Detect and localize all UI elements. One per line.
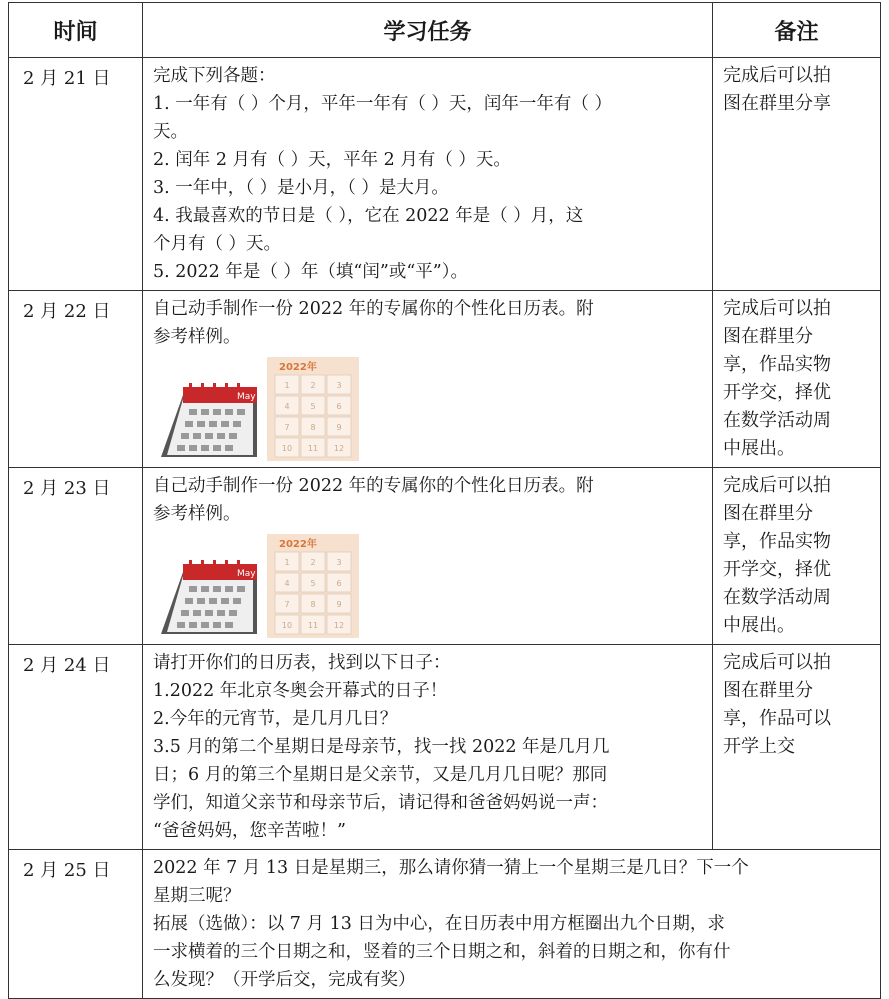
note-line: 图在群里分 (723, 680, 813, 701)
note-line: 完成后可以拍 (723, 65, 831, 86)
table-row (9, 645, 881, 850)
svg-text:2022年: 2022年 (279, 362, 317, 373)
date-cell: 2 月 21 日 (9, 58, 143, 291)
table-row (9, 58, 881, 291)
svg-text:10: 10 (281, 621, 293, 630)
svg-text:May: May (237, 392, 256, 402)
note-line: 完成后可以拍 (723, 652, 831, 673)
svg-text:11: 11 (307, 621, 319, 630)
study-plan-table (8, 2, 881, 999)
task-line: 参考样例。 (153, 327, 241, 347)
svg-text:3: 3 (336, 558, 342, 567)
svg-text:5: 5 (310, 579, 316, 588)
note-line: 享，作品实物 (723, 531, 831, 552)
note-line: 在数学活动周 (723, 410, 831, 431)
svg-text:3: 3 (336, 381, 342, 390)
sample-images (153, 534, 706, 638)
table-row (9, 468, 881, 645)
svg-text:10: 10 (281, 444, 293, 453)
note-line: 在数学活动周 (723, 587, 831, 608)
svg-text:2022年: 2022年 (279, 539, 317, 550)
svg-text:2: 2 (310, 558, 316, 567)
task-cell (143, 291, 713, 468)
svg-text:1: 1 (284, 558, 290, 567)
table-row (9, 291, 881, 468)
task-line: 请打开你们的日历表，找到以下日子： (153, 653, 451, 673)
header-task: 学习任务 (143, 3, 713, 58)
note-line: 开学交，择优 (723, 382, 831, 403)
note-line: 享，作品实物 (723, 354, 831, 375)
svg-text:May: May (237, 569, 256, 579)
svg-text:5: 5 (310, 402, 316, 411)
task-line: 自己动手制作一份 2022 年的专属你的个性化日历表。附 (153, 476, 594, 496)
task-line: 个月有（ ）天。 (153, 234, 282, 254)
note-line: 中展出。 (723, 615, 795, 636)
note-cell (713, 58, 881, 291)
year-calendar-icon (267, 357, 359, 461)
year-calendar-icon (267, 534, 359, 638)
svg-text:4: 4 (284, 402, 290, 411)
svg-text:6: 6 (336, 579, 342, 588)
task-line: 3.5 月的第二个星期日是母亲节，找一找 2022 年是几月几 (153, 737, 610, 757)
task-cell (143, 645, 713, 850)
note-line: 完成后可以拍 (723, 475, 831, 496)
task-cell (143, 58, 713, 291)
header-note: 备注 (713, 3, 881, 58)
task-line: 1.2022 年北京冬奥会开幕式的日子！ (153, 681, 448, 701)
task-line: 5. 2022 年是（ ）年（填“闰”或“平”）。 (153, 262, 468, 282)
task-line: 自己动手制作一份 2022 年的专属你的个性化日历表。附 (153, 299, 594, 319)
task-line: 一求横着的三个日期之和，竖着的三个日期之和，斜着的日期之和，你有什 (153, 942, 731, 962)
note-line: 享，作品可以 (723, 708, 831, 729)
note-cell (713, 468, 881, 645)
date-cell: 2 月 25 日 (9, 850, 143, 999)
date-cell: 2 月 23 日 (9, 468, 143, 645)
task-line: 么发现？（开学后交，完成有奖） (153, 970, 416, 990)
svg-text:11: 11 (307, 444, 319, 453)
note-cell (713, 645, 881, 850)
task-line: 1. 一年有（ ）个月，平年一年有（ ）天，闰年一年有（ ） (153, 94, 612, 114)
date-cell: 2 月 22 日 (9, 291, 143, 468)
desk-calendar-icon (153, 558, 265, 638)
svg-text:7: 7 (284, 600, 290, 609)
task-line: 2.今年的元宵节，是几月几日？ (153, 709, 398, 729)
task-line: 星期三呢？ (153, 886, 241, 906)
note-line: 开学上交 (723, 736, 795, 757)
svg-text:4: 4 (284, 579, 290, 588)
task-line: 天。 (153, 122, 188, 142)
task-line: 参考样例。 (153, 504, 241, 524)
svg-text:7: 7 (284, 423, 290, 432)
task-line: 完成下列各题： (153, 66, 276, 86)
note-line: 图在群里分享 (723, 93, 831, 114)
note-line: 图在群里分 (723, 503, 813, 524)
svg-text:8: 8 (310, 600, 316, 609)
svg-text:8: 8 (310, 423, 316, 432)
svg-text:1: 1 (284, 381, 290, 390)
svg-text:6: 6 (336, 402, 342, 411)
table-row (9, 850, 881, 999)
task-line: 拓展（选做）：以 7 月 13 日为中心，在日历表中用方框圈出九个日期，求 (153, 914, 725, 934)
task-line: 2. 闰年 2 月有（ ）天，平年 2 月有（ ）天。 (153, 150, 511, 170)
date-cell: 2 月 24 日 (9, 645, 143, 850)
task-line: 4. 我最喜欢的节日是（ ），它在 2022 年是（ ）月，这 (153, 206, 584, 226)
note-line: 图在群里分 (723, 326, 813, 347)
task-line: 2022 年 7 月 13 日是星期三，那么请你猜一猜上一个星期三是几日？下一个 (153, 858, 749, 878)
task-line: 学们，知道父亲节和母亲节后，请记得和爸爸妈妈说一声： (153, 793, 608, 813)
svg-text:12: 12 (333, 444, 345, 453)
task-line: 3. 一年中，（ ）是小月，（ ）是大月。 (153, 178, 449, 198)
header-row (9, 3, 881, 58)
svg-text:12: 12 (333, 621, 345, 630)
header-time: 时间 (9, 3, 143, 58)
note-line: 开学交，择优 (723, 559, 831, 580)
svg-text:2: 2 (310, 381, 316, 390)
note-cell (713, 291, 881, 468)
note-line: 中展出。 (723, 438, 795, 459)
desk-calendar-icon (153, 381, 265, 461)
task-line: “爸爸妈妈，您辛苦啦！” (153, 821, 346, 841)
task-line: 日；6 月的第三个星期日是父亲节，又是几月几日呢？那同 (153, 765, 608, 785)
note-line: 完成后可以拍 (723, 298, 831, 319)
task-cell (143, 468, 713, 645)
task-cell (143, 850, 881, 999)
svg-text:9: 9 (336, 600, 342, 609)
sample-images (153, 357, 706, 461)
svg-text:9: 9 (336, 423, 342, 432)
